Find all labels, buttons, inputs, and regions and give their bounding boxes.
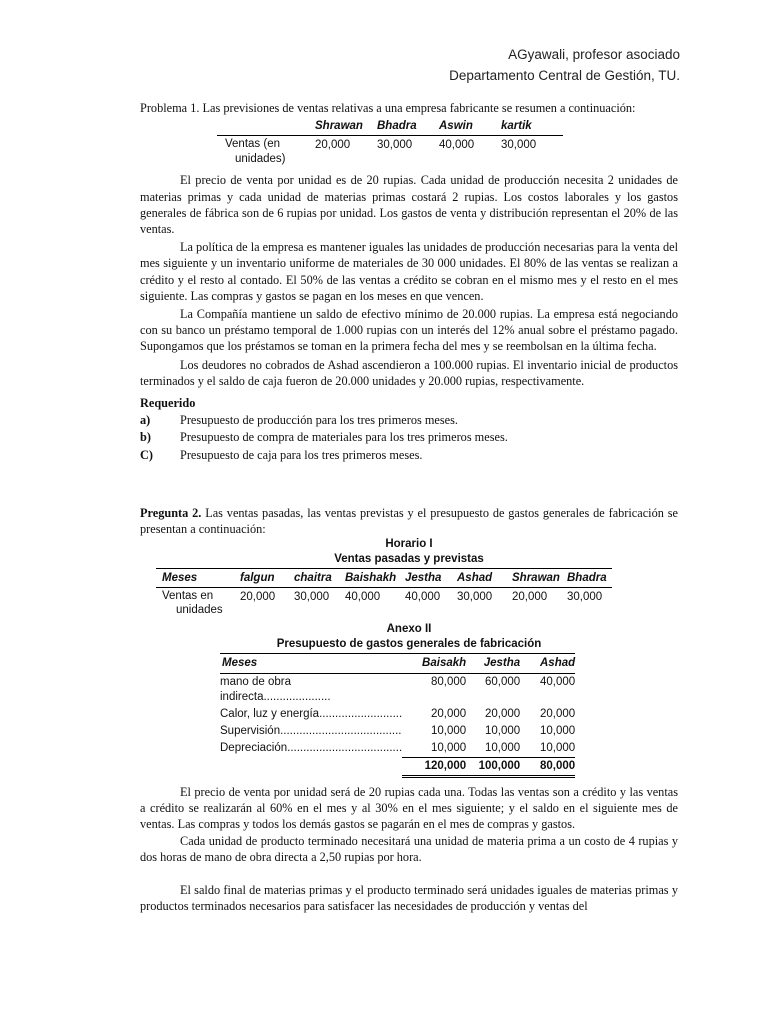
row-label [217,136,315,169]
paragraph: El precio de venta por unidad es de 20 rupias. Cada unidad de producción necesita 2 unidades de materias primas y cada unidad de materias primas costará 2 rupias. Los costos laborales y los gastos generales de fábrica son de 6 rupias por unidad. Los gastos de venta y distribución representan el 20% de las ventas. [140,173,678,237]
table-cell: 40,000 [439,139,475,152]
document-body [140,100,678,914]
total-cell: 120,000 [402,757,466,776]
table-cell: 10,000 [539,724,576,737]
row-label-line: Ventas (en [225,138,280,151]
page-header [449,44,680,86]
table-header-cell: Baishakh [345,569,405,588]
total-cell: 100,000 [466,757,520,776]
table-cell: 40,000 [539,675,576,688]
list-item-key: a) [140,413,151,428]
overhead-budget-table [220,653,575,777]
table-cell: 10,000 [484,741,521,754]
table-cell: 20,000 [240,591,276,604]
table-cell: 30,000 [377,139,413,152]
table-cell: 80,000 [430,675,467,688]
list-item-text: Presupuesto de compra de materiales para los tres primeros meses. [180,430,508,445]
paragraph: La política de la empresa es mantener iguales las unidades de producción necesarias para la venta del mes siguiente y un inventario uniforme de materiales de 30 000 unidades. El 80% de las ventas se realizan a crédito y el resto al contado. El 50% de las ventas a crédito se cobran en el mismo mes y el resto en el mes siguiente. Las compras y gastos se pagan en los meses en que vencen. [140,240,678,303]
table-cell: 20,000 [539,707,576,720]
row-label-line: Ventas en [162,590,214,603]
table-row [220,740,575,758]
table-row [220,706,575,723]
table-cell: 10,000 [484,724,521,737]
paragraph: El precio de venta por unidad será de 20 rupias cada una. Todas las ventas son a crédito y las ventas a crédito se realizarán al 60% en el mes y al 30% en el mes siguiente; y el saldo en el siguiente mes de ventas. Las compras y todos los demás gastos se pagarán en el mes de compras y gastos. [140,784,678,832]
table-header-cell [217,118,315,136]
table-cell: 10,000 [539,741,576,754]
paragraph: Cada unidad de producto terminado necesitará una unidad de materia prima a un costo de 4 rupias y dos horas de mano de obra directa a 2,50 rupias por hora. [140,834,678,865]
author-line: AGyawali, profesor asociado [508,47,680,62]
list-item-key: C) [140,447,153,462]
table-header-cell: Shrawan [512,569,567,588]
paragraph: El saldo final de materias primas y el producto terminado será unidades iguales de materias primas y productos terminados necesarios para satisfacer las necesidades de producción y ventas del [140,882,678,913]
list-item-text: Presupuesto de caja para los tres primeros meses. [180,447,423,462]
list-item [140,429,678,445]
question2-intro-text: Las ventas pasadas, las ventas previstas y el presupuesto de gastos generales de fabricación se presentan a continuación: [140,505,678,537]
schedule1-title: Horario I [385,538,433,551]
table-header-row [156,569,612,588]
problem1-intro: Problema 1. Las previsiones de ventas relativas a una empresa fabricante se resumen a continuación: [140,101,636,115]
list-item-text: Presupuesto de producción para los tres primeros meses. [180,413,458,428]
list-item-key: b) [140,430,151,445]
table-row [217,136,563,169]
table-cell: 20,000 [512,591,548,604]
table-header-row [220,654,575,673]
table-header-cell: Meses [220,654,402,673]
list-item [140,412,678,428]
table-header-cell: falgun [240,569,294,588]
paragraph: Los deudores no cobrados de Ashad ascendieron a 100.000 rupias. El inventario inicial de productos terminados y el saldo de caja fueron de 20.000 unidades y 20.000 rupias, respectivamente. [140,357,678,388]
table-cell: 60,000 [484,675,521,688]
row-label: Calor, luz y energía.......................... [220,707,403,720]
row-label: mano de obra indirecta..................... [220,675,331,703]
table-header-cell: Ashad [520,654,575,673]
table-header-cell: Shrawan [315,118,377,136]
table-header-cell: Bhadra [377,118,439,136]
total-label [220,757,402,776]
table-cell: 30,000 [457,591,493,604]
table-cell: 20,000 [430,707,467,720]
past-forecast-sales-table [156,568,612,618]
total-cell: 80,000 [520,757,575,776]
table-cell: 40,000 [345,591,381,604]
table-cell: 40,000 [405,591,441,604]
table-cell: 20,000 [484,707,521,720]
paragraph: La Compañía mantiene un saldo de efectivo mínimo de 20.000 rupias. La empresa está negociando con su banco un préstamo temporal de 1.000 rupias con un interés del 12% anual sobre el préstamo pagado. Supongamos que los préstamos se toman en la primera fecha del mes y se reembolsan en la última fecha. [140,307,678,354]
department-line: Departamento Central de Gestión, TU. [449,68,680,83]
table-cell: 30,000 [567,591,603,604]
row-label-line: unidades [176,604,223,617]
table-cell: 30,000 [501,139,537,152]
row-label: Supervisión...................................... [220,724,402,737]
table-header-cell: Baisakh [402,654,466,673]
table-header-cell: Ashad [457,569,512,588]
table-cell: 10,000 [430,724,467,737]
table-cell: 10,000 [430,741,467,754]
row-label [156,588,240,619]
question2-label: Pregunta 2. [140,505,202,520]
schedule2-title: Anexo II [386,623,432,636]
question2-intro [140,505,678,537]
schedule1-subtitle: Ventas pasadas y previstas [334,553,484,566]
table-header-cell: Meses [156,569,240,588]
row-label: Depreciación.................................... [220,741,403,754]
table-header-row [217,118,563,136]
table-row [220,673,575,706]
table-cell: 30,000 [294,591,330,604]
sales-forecast-table [217,118,563,168]
table-row [156,588,612,619]
required-title: Requerido [140,396,196,411]
schedule2-subtitle: Presupuesto de gastos generales de fabricación [276,638,542,651]
table-header-cell: kartik [501,118,563,136]
table-cell: 20,000 [315,139,351,152]
table-header-cell: Jestha [405,569,457,588]
table-header-cell: Bhadra [567,569,612,588]
list-item [140,447,678,463]
table-header-cell: Aswin [439,118,501,136]
table-header-cell: Jestha [466,654,520,673]
table-header-cell: chaitra [294,569,345,588]
row-label-line: unidades) [235,153,286,166]
total-row [220,757,575,776]
table-row [220,723,575,740]
